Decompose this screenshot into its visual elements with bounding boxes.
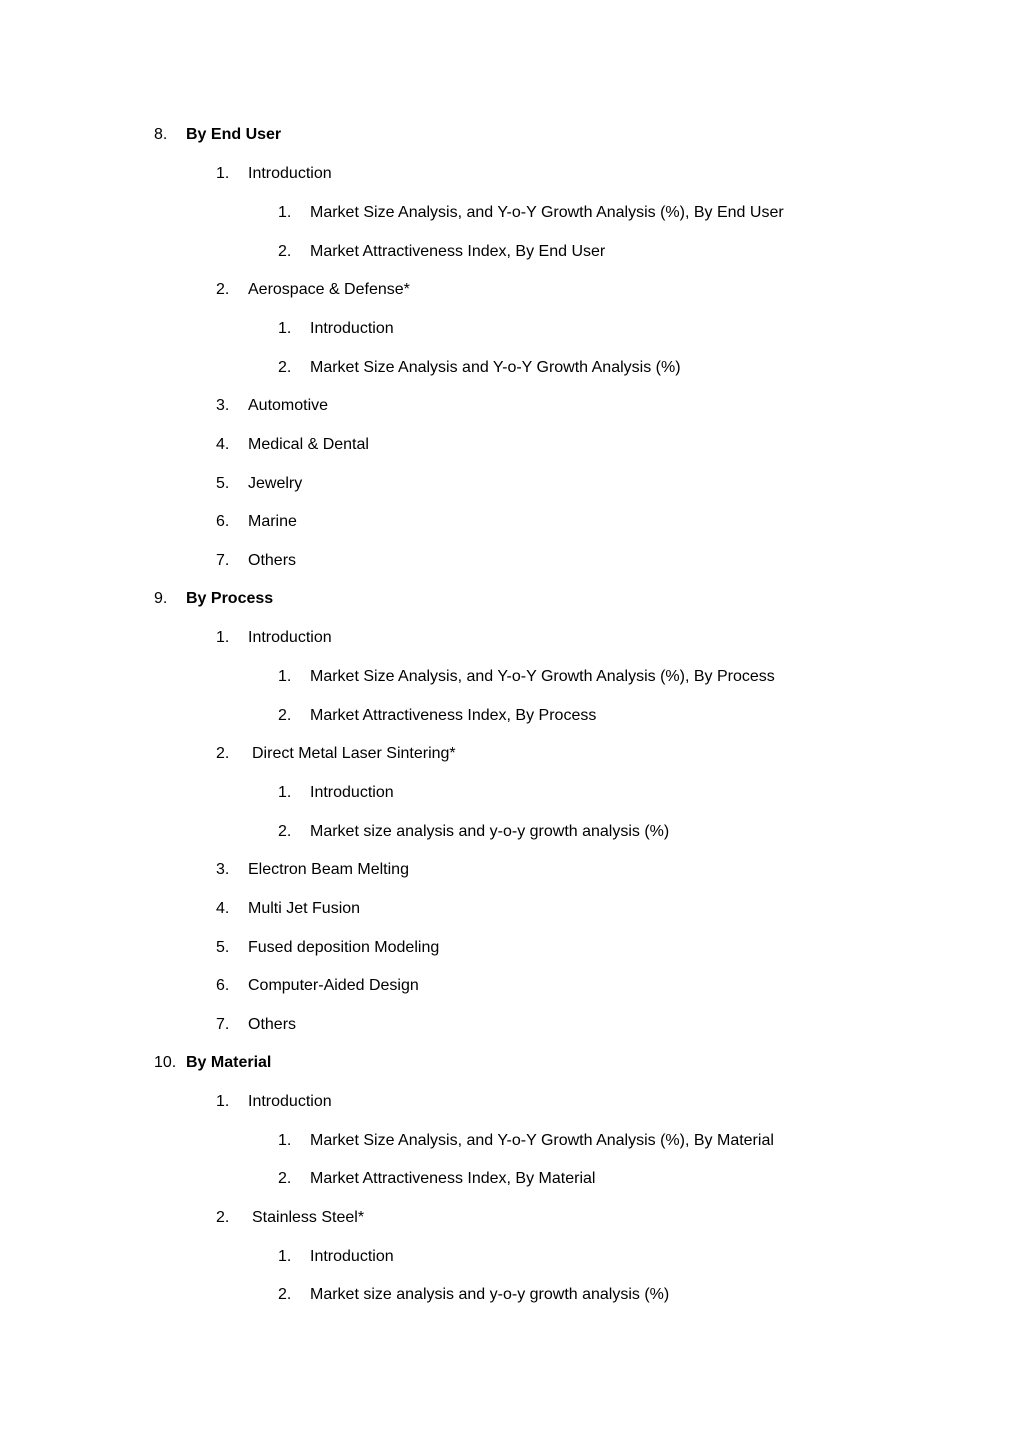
item-label: Introduction — [248, 165, 332, 182]
item-label: Others — [248, 552, 297, 569]
item-number: 7. — [216, 1016, 230, 1033]
section-number: 9. — [154, 590, 168, 607]
item-number: 1. — [216, 1093, 230, 1110]
sub-item-number: 1. — [278, 1248, 292, 1265]
sub-item-number: 1. — [278, 320, 292, 337]
sub-item-number: 2. — [278, 1170, 292, 1187]
item-number: 6. — [216, 513, 230, 530]
item-number: 1. — [216, 165, 230, 182]
sub-item-number: 1. — [278, 1132, 292, 1149]
sub-item-label: Market Attractiveness Index, By Process — [310, 707, 597, 724]
sub-item-number: 2. — [278, 707, 292, 724]
sub-item-number: 2. — [278, 823, 292, 840]
sub-item-label: Market size analysis and y-o-y growth analysis (%) — [310, 823, 670, 840]
sub-item-label: Introduction — [310, 784, 394, 801]
item-label: Fused deposition Modeling — [248, 939, 440, 956]
item-label: Medical & Dental — [248, 436, 369, 453]
item-number: 2. — [216, 1209, 230, 1226]
item-number: 1. — [216, 629, 230, 646]
item-label: Multi Jet Fusion — [248, 900, 361, 917]
sub-item-label: Market Size Analysis, and Y-o-Y Growth Analysis (%), By Process — [310, 668, 775, 685]
item-number: 2. — [216, 281, 230, 298]
section-title: By Material — [186, 1054, 272, 1071]
item-number: 6. — [216, 977, 230, 994]
sub-item-number: 1. — [278, 668, 292, 685]
sub-item-label: Market Attractiveness Index, By Material — [310, 1170, 596, 1187]
item-label: Stainless Steel* — [252, 1209, 365, 1226]
item-label: Jewelry — [248, 475, 303, 492]
item-label: Automotive — [248, 397, 329, 414]
item-number: 4. — [216, 900, 230, 917]
item-number: 4. — [216, 436, 230, 453]
item-number: 3. — [216, 861, 230, 878]
section-number: 8. — [154, 126, 168, 143]
item-number: 5. — [216, 939, 230, 956]
item-label: Electron Beam Melting — [248, 861, 409, 878]
item-label: Marine — [248, 513, 297, 530]
item-label: Aerospace & Defense* — [248, 281, 410, 298]
item-label: Introduction — [248, 629, 332, 646]
sub-item-label: Market Size Analysis and Y-o-Y Growth Analysis (%) — [310, 359, 681, 376]
item-number: 5. — [216, 475, 230, 492]
sub-item-label: Introduction — [310, 320, 394, 337]
sub-item-number: 2. — [278, 1286, 292, 1303]
item-label: Introduction — [248, 1093, 332, 1110]
sub-item-label: Market Size Analysis, and Y-o-Y Growth Analysis (%), By Material — [310, 1132, 774, 1149]
sub-item-number: 1. — [278, 784, 292, 801]
sub-item-number: 2. — [278, 243, 292, 260]
sub-item-label: Market size analysis and y-o-y growth analysis (%) — [310, 1286, 670, 1303]
item-number: 3. — [216, 397, 230, 414]
section-title: By End User — [186, 126, 282, 143]
section-number: 10. — [154, 1054, 177, 1071]
sub-item-label: Market Attractiveness Index, By End User — [310, 243, 606, 260]
item-label: Others — [248, 1016, 297, 1033]
sub-item-number: 1. — [278, 204, 292, 221]
item-number: 7. — [216, 552, 230, 569]
item-label: Direct Metal Laser Sintering* — [252, 745, 456, 762]
sub-item-label: Market Size Analysis, and Y-o-Y Growth Analysis (%), By End User — [310, 204, 784, 221]
item-label: Computer-Aided Design — [248, 977, 419, 994]
sub-item-number: 2. — [278, 359, 292, 376]
section-title: By Process — [186, 590, 274, 607]
sub-item-label: Introduction — [310, 1248, 394, 1265]
item-number: 2. — [216, 745, 230, 762]
